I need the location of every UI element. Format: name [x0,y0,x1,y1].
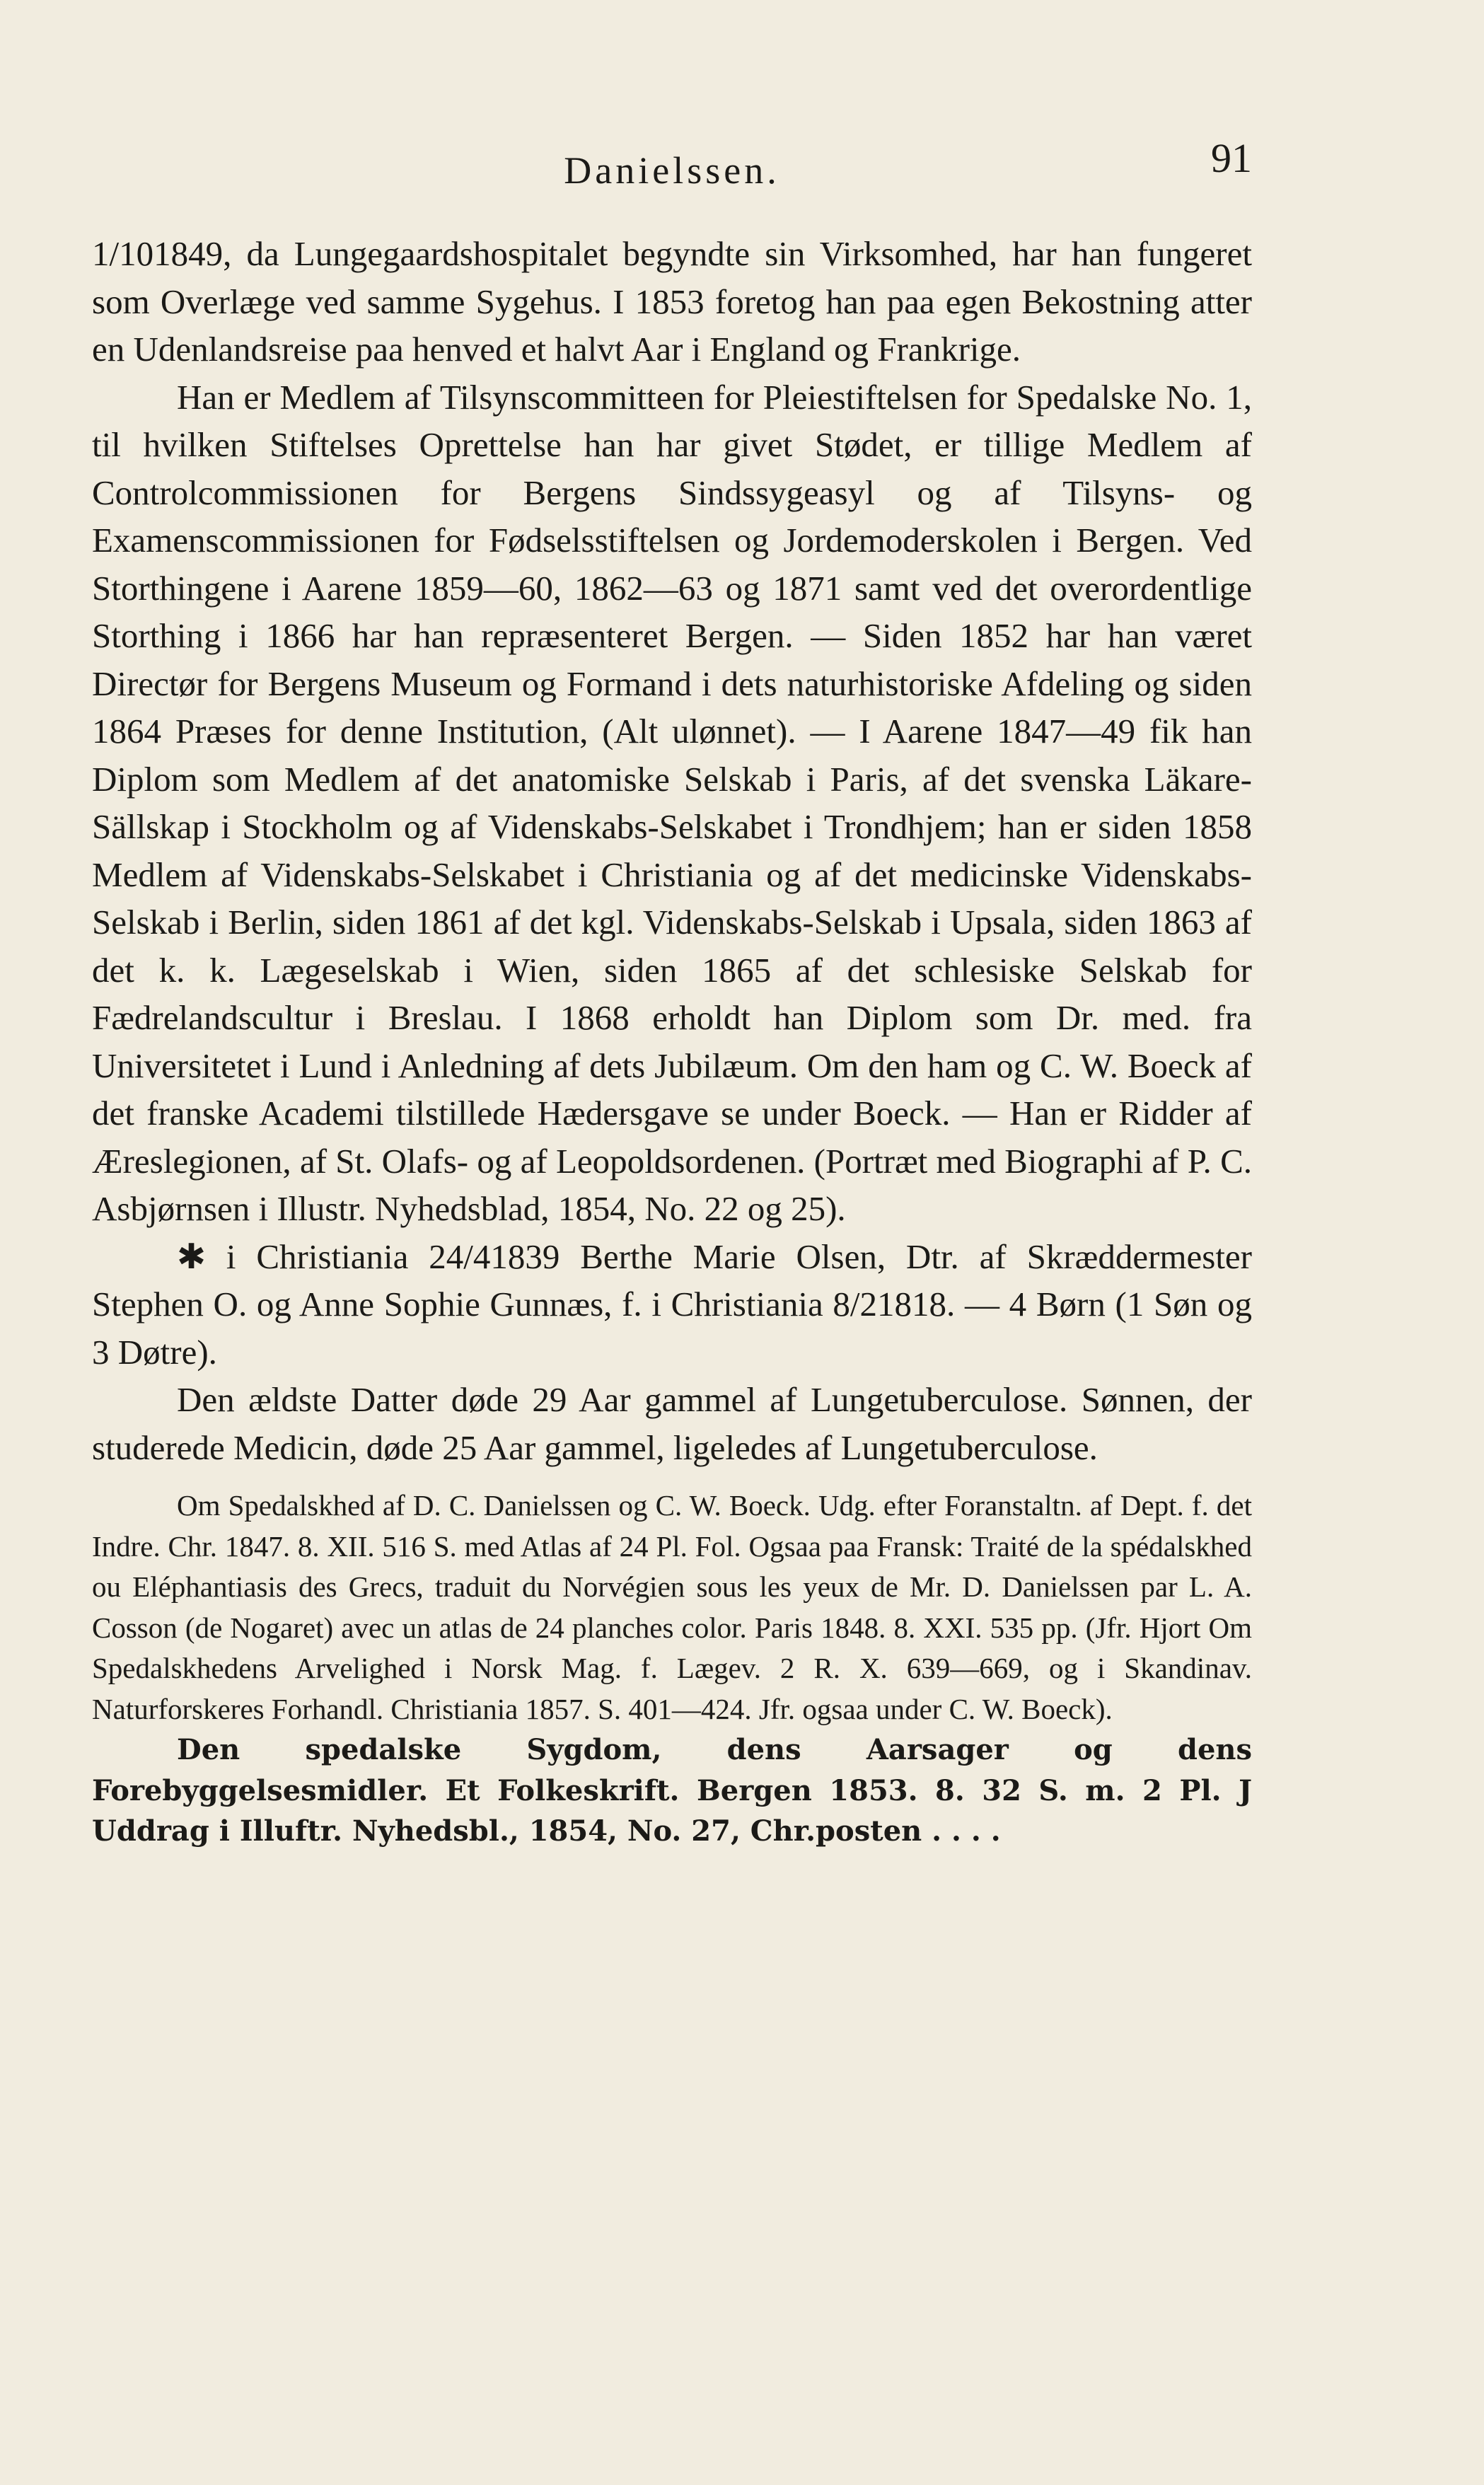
paragraph-2: Han er Medlem af Tilsynscommitteen for Pleiestiftelsen for Spedalske No. 1, til hvilken Stiftelses Oprettelse han har givet Stødet, er tillige Medlem af Controlcommissionen for Bergens Sindssygeasyl og af Tilsyns- og Examenscommissionen for Fødselsstiftelsen og Jordemoderskolen i Bergen. Ved Storthingene i Aarene 1859—60, 1862—63 og 1871 samt ved det overordentlige Storthing i 1866 har han repræsenteret Bergen. — Siden 1852 har han været Directør for Bergens Museum og Formand i dets naturhistoriske Afdeling og siden 1864 Præses for denne Institution, (Alt ulønnet). — I Aarene 1847—49 fik han Diplom som Medlem af det anatomiske Selskab i Paris, af det svenska Läkare-Sällskap i Stockholm og af Videnskabs-Selskabet i Trondhjem; han er siden 1858 Medlem af Videnskabs-Selskabet i Christiania og af det medicinske Videnskabs-Selskab i Berlin, siden 1861 af det kgl. Videnskabs-Selskab i Upsala, siden 1863 af det k. k. Lægeselskab i Wien, siden 1865 af det schlesiske Selskab for Fædrelandscultur i Breslau. I 1868 erholdt han Diplom som Dr. med. fra Universitetet i Lund i Anledning af dets Jubilæum. Om den ham og C. W. Boeck af det franske Academi tilstillede Hædersgave se under Boeck. — Han er Ridder af Æreslegionen, af St. Olafs- og af Leopoldsordenen. (Portræt med Biographi af P. C. Asbjørnsen i Illustr. Nyhedsblad, 1854, No. 22 og 25). [92,377,1252,1228]
bibliography-entry-1: Om Spedalskhed af D. C. Danielssen og C. W. Boeck. Udg. efter Foranstaltn. af Dept. f. det Indre. Chr. 1847. 8. XII. 516 S. med Atlas af 24 Pl. Fol. Ogsaa paa Fransk: Traité de la spédalskhed ou Eléphantiasis des Grecs, traduit du Norvégien sous les yeux de Mr. D. Danielssen par L. A. Cosson (de Nogaret) avec un atlas de 24 planches color. Paris 1848. 8. XXI. 535 pp. (Jfr. Hjort Om Spedalskhedens Arvelighed i Norsk Mag. f. Lægev. 2 R. X. 639—669, og i Skandinav. Naturforskeres Forhandl. Christiania 1857. S. 401—424. Jfr. ogsaa under C. W. Boeck). [92,1489,1252,1725]
bibliography-entry-2: Den spedalske Sygdom, dens Aarsager og dens Forebyggelsesmidler. Et Folkeskrift. Bergen 1853. 8. 32 S. m. 2 Pl. J Uddrag i Illuftr. Nyhedsbl., 1854, No. 27, Chr.posten . . . . [92,1733,1252,1848]
paragraph-4: Den ældste Datter døde 29 Aar gammel af Lungetuberculose. Sønnen, der studerede Medicin, døde 25 Aar gammel, ligeledes af Lungetuberculose. [92,1380,1252,1467]
paragraph-3: ✱ i Christiania 24/41839 Berthe Marie Olsen, Dtr. af Skræddermester Stephen O. og Anne Sophie Gunnæs, f. i Christiania 8/21818. — 4 Børn (1 Søn og 3 Døtre). [92,1236,1252,1372]
running-head: Danielssen. [564,149,780,192]
paragraph-1: 1/101849, da Lungegaardshospitalet begyndte sin Virksomhed, har han fungeret som Overlæge ved samme Sygehus. I 1853 foretog han paa egen Bekostning atter en Udenlandsreise paa henved et halvt Aar i England og Frankrige. [92,234,1252,369]
page-header [92,134,1252,205]
main-text [92,230,1252,1471]
bibliography [92,1485,1252,1852]
page-number: 91 [1211,135,1252,181]
page-body [92,230,1252,1852]
